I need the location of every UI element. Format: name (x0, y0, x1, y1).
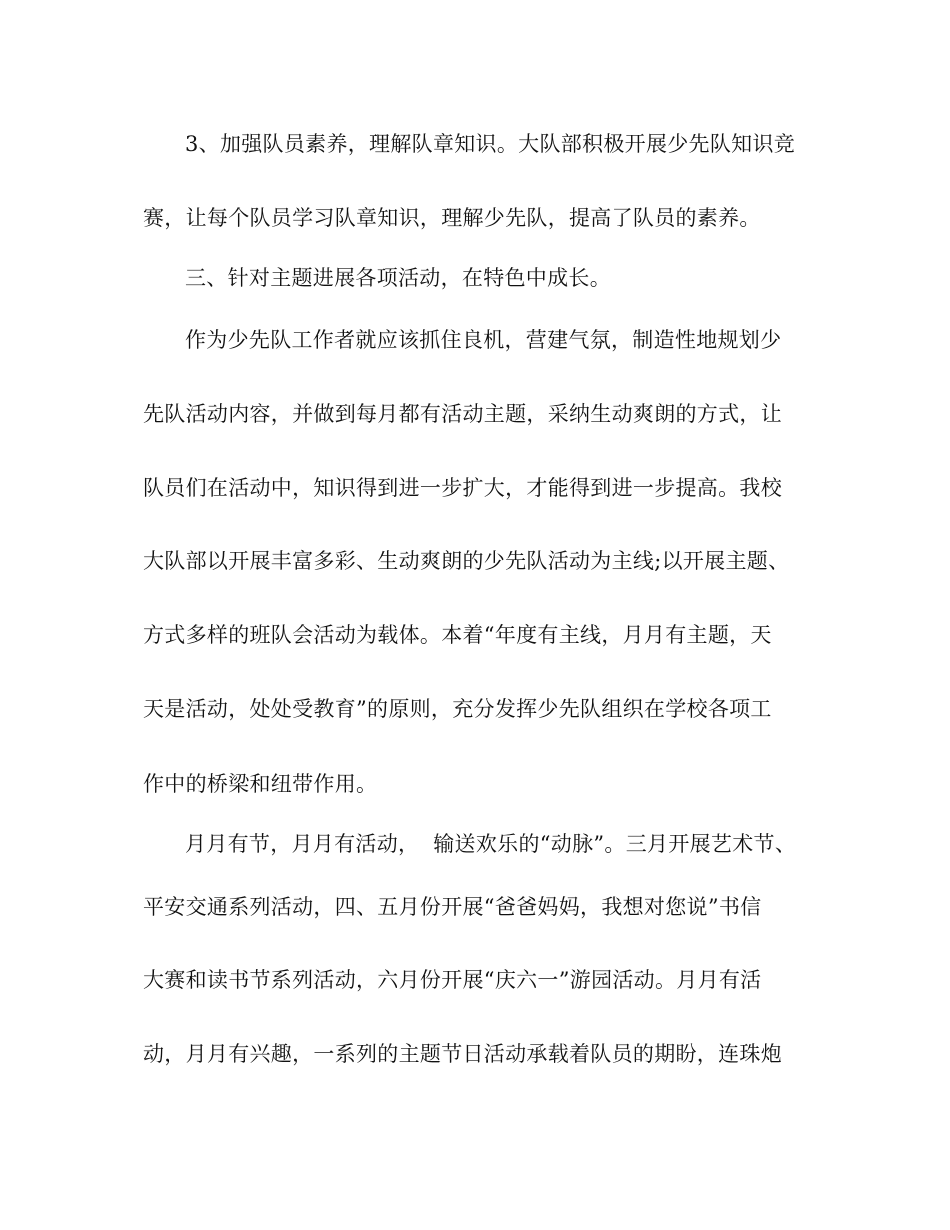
section-heading: 三、针对主题进展各项活动，在特色中成长。 (185, 266, 611, 290)
text-line: 3、加强队员素养，理解队章知识。大队部积极开展少先队知识竞 (185, 132, 796, 156)
text-line: 作为少先队工作者就应该抓住良机，营建气氛，制造性地规划少 (185, 328, 782, 352)
text-line: 月月有节，月月有活动， 输送欢乐的“动脉”。三月开展艺术节、 (185, 832, 797, 856)
text-line: 队员们在活动中，知识得到进一步扩大，才能得到进一步提高。我校 (143, 476, 782, 500)
text-line: 天是活动，处处受教育”的原则，充分发挥少先队组织在学校各项工 (143, 697, 772, 721)
text-line: 赛，让每个队员学习队章知识，理解少先队，提高了队员的素养。 (143, 206, 761, 230)
text-line: 先队活动内容，并做到每月都有活动主题，采纳生动爽朗的方式，让 (143, 402, 782, 426)
text-line: 作中的桥梁和纽带作用。 (143, 772, 378, 796)
text-line: 大赛和读书节系列活动，六月份开展“庆六一”游园活动。月月有活 (143, 968, 762, 992)
text-line: 动，月月有兴趣，一系列的主题节日活动承载着队员的期盼，连珠炮 (143, 1042, 782, 1066)
text-line: 平安交通系列活动，四、五月份开展“爸爸妈妈，我想对您说”书信 (143, 895, 762, 919)
text-line: 方式多样的班队会活动为载体。本着“年度有主线，月月有主题，天 (143, 623, 772, 647)
text-line: 大队部以开展丰富多彩、生动爽朗的少先队活动为主线;以开展主题、 (143, 549, 790, 573)
